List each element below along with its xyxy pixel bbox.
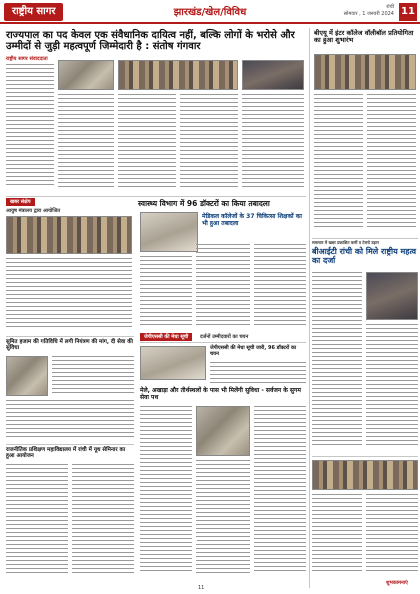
city-label: रांची xyxy=(386,4,394,10)
exam-headline: जेपीएससी की मेधा सूची जारी, 96 डॉक्टरों का चयन xyxy=(210,345,297,357)
lead-col-4 xyxy=(180,94,238,192)
rank-photo xyxy=(6,216,132,254)
rank-kicker: आयुष मंत्रालय द्वारा आयोजित xyxy=(6,208,61,214)
bit-kicker: समाचार में खबर प्रकाशित कर्मी व टेक्नो उड़ान xyxy=(312,240,379,245)
transfer-col-2 xyxy=(196,244,250,330)
villagers-headline: मेले, अखाड़ा और तीर्थस्थलों के पास भी मिलेंगी सुविधा - सर्वजन के सुगम सेवा पथ xyxy=(140,387,301,401)
ad-box xyxy=(196,540,197,541)
bitsu-photo xyxy=(314,54,416,90)
bottom-right-col-1 xyxy=(312,494,362,576)
youth-headline: राजनीतिक प्रशिक्षण महाविद्यालय में रांची में यूथ सेमिनार का हुआ आयोजन xyxy=(6,447,126,460)
page-number: 11 xyxy=(399,3,417,21)
lead-col-3 xyxy=(118,94,176,192)
transfer-headline: स्वास्थ्य विभाग में 96 डॉक्टरों का किया तबादला xyxy=(138,199,270,208)
bit-col-2 xyxy=(366,324,418,452)
brand-logo: राष्ट्रीय सागर xyxy=(4,3,63,21)
lead-photo-3 xyxy=(242,60,304,90)
transfer-sub-headline: मेडिकल कॉलेजों के 37 चिकित्सा शिक्षकों का भी हुआ तबादला xyxy=(202,213,302,227)
bit-headline: बीआईटी रांची को मिले राष्ट्रीय महत्व का दर्जा xyxy=(312,247,417,265)
lead-col-1 xyxy=(6,64,54,192)
section-rule-2 xyxy=(312,238,418,239)
rank-box-title: खबर संक्षेप xyxy=(6,198,35,206)
transfer-col-3 xyxy=(254,244,306,330)
section-title: झारखंड/खेल/विविध xyxy=(173,7,247,18)
section-rule-6 xyxy=(312,456,418,457)
jewellery-col-1 xyxy=(52,356,134,396)
villagers-photo xyxy=(196,406,250,456)
section-rule-3 xyxy=(6,336,134,337)
jewellery-headline: सुमित हजाम की गतिविधि में लगी नियंत्रण की मांग, दी सेवा की सुविधा xyxy=(6,339,133,352)
lead-headline: राज्यपाल का पद केवल एक संवैधानिक दायित्व नहीं, बल्कि लोगों के भरोसे और उम्मीदों से जुड़ी महत्वपूर्ण जिम्मेदारी है : संतोष गंगवार xyxy=(6,30,295,53)
bitsu-headline: बीएयू में इंटर कॉलेज वॉलीबॉल प्रतियोगिता का हुआ शुभारंभ xyxy=(314,29,414,45)
section-rule-1 xyxy=(6,196,306,197)
bottom-right-headline xyxy=(196,372,197,373)
ad-text: शुभकामनाएं xyxy=(386,580,408,586)
bottom-right-col-2 xyxy=(366,494,418,576)
transfer-col-1 xyxy=(140,256,192,330)
transfer-box-title: जेपीएससी की मेधा सूची xyxy=(140,333,192,341)
jewellery-photo xyxy=(6,356,48,396)
lead-photo-1 xyxy=(58,60,114,90)
exam-photo xyxy=(140,346,206,380)
lead-dateline: राष्ट्रीय सागर संवाददाता xyxy=(6,56,48,62)
issue-date xyxy=(344,4,394,18)
footer-page-marker: 11 xyxy=(198,585,205,591)
transfer-photo xyxy=(140,212,198,252)
jewellery-col-2 xyxy=(6,400,134,440)
lead-col-5 xyxy=(242,94,304,192)
bottom-right-photo xyxy=(312,460,418,490)
lead-col-2 xyxy=(58,94,114,192)
transfer-box-text: दर्जनों उम्मीदवारों का चयन xyxy=(200,334,249,340)
villagers-col-3 xyxy=(254,406,306,576)
bitsu-col-1 xyxy=(314,94,363,234)
masthead xyxy=(0,0,420,24)
rank-col-1 xyxy=(6,258,132,332)
bitsu-col-2 xyxy=(367,94,416,234)
section-rule-5 xyxy=(6,444,134,445)
youth-col-1 xyxy=(6,464,68,576)
bit-col-1 xyxy=(312,272,362,452)
villagers-col-1 xyxy=(140,406,192,576)
exam-col-1 xyxy=(210,362,306,386)
youth-col-2 xyxy=(72,464,134,576)
date-label: सोमवार , 1 जनवरी 2024 xyxy=(343,11,394,17)
column-divider xyxy=(309,28,310,588)
section-rule-4 xyxy=(140,342,306,343)
villagers-col-2 xyxy=(196,460,250,576)
bit-photo xyxy=(366,272,418,320)
lead-photo-2 xyxy=(118,60,238,90)
